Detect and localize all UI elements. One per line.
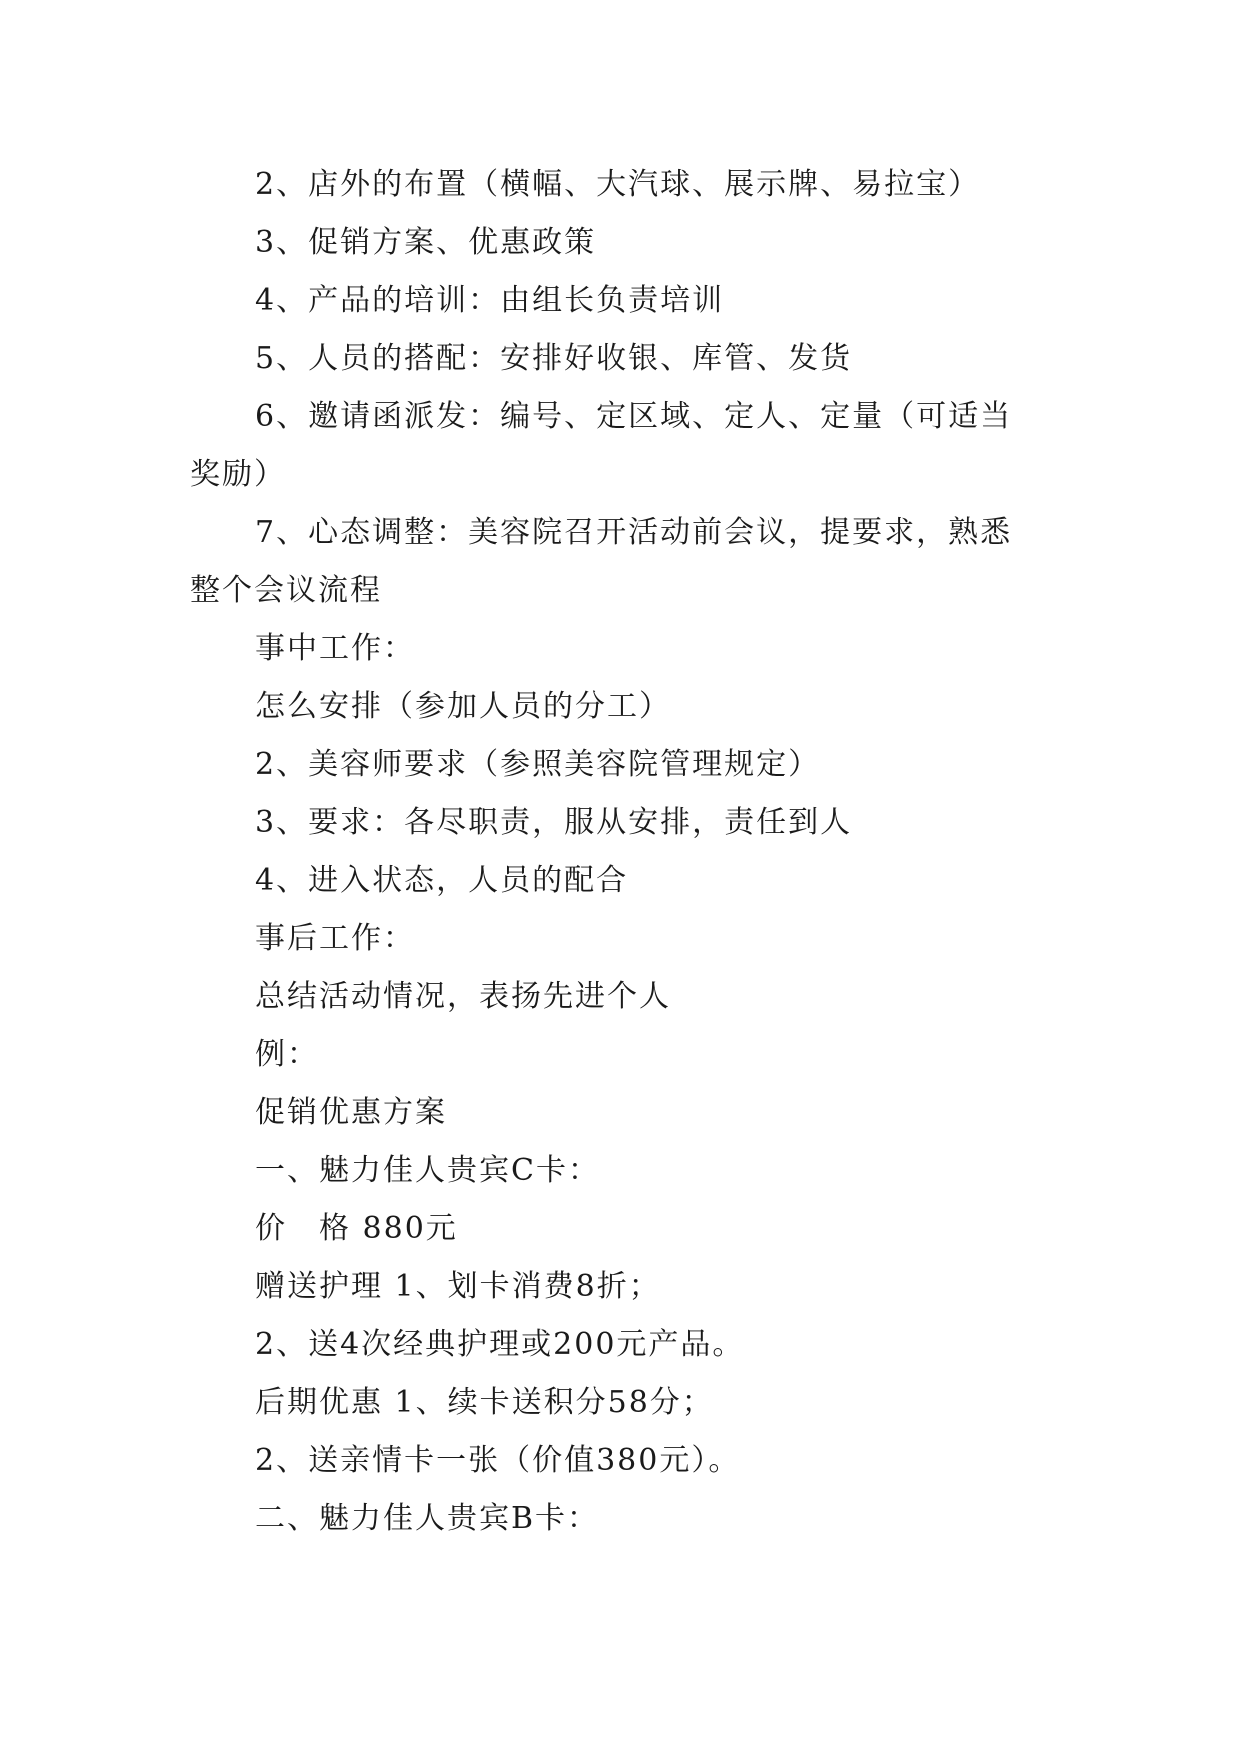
doc-line: 2、店外的布置（横幅、大汽球、展示牌、易拉宝） [255, 167, 981, 202]
doc-line: 价 格 880元 [255, 1211, 458, 1246]
section-heading: 事中工作： [255, 631, 415, 666]
doc-line: 2、送4次经典护理或200元产品。 [255, 1327, 745, 1362]
doc-line: 4、产品的培训：由组长负责培训 [255, 283, 725, 318]
doc-line: 3、促销方案、优惠政策 [255, 225, 597, 260]
doc-line: 例： [255, 1037, 319, 1072]
doc-line: 总结活动情况，表扬先进个人 [255, 979, 671, 1014]
doc-line: 赠送护理 1、划卡消费8折； [255, 1269, 661, 1304]
doc-line: 4、进入状态，人员的配合 [255, 863, 629, 898]
doc-line: 5、人员的搭配：安排好收银、库管、发货 [255, 341, 853, 376]
doc-line: 6、邀请函派发：编号、定区域、定人、定量（可适当 [255, 399, 1013, 434]
doc-line: 2、美容师要求（参照美容院管理规定） [255, 747, 821, 782]
doc-line: 2、送亲情卡一张（价值380元）。 [255, 1443, 741, 1478]
doc-line: 后期优惠 1、续卡送积分58分； [255, 1385, 714, 1420]
doc-line: 3、要求：各尽职责，服从安排，责任到人 [255, 805, 853, 840]
doc-line: 怎么安排（参加人员的分工） [255, 689, 671, 724]
doc-line: 二、魅力佳人贵宾B卡： [255, 1501, 600, 1536]
doc-line: 奖励） [190, 457, 286, 492]
section-heading: 促销优惠方案 [255, 1095, 447, 1130]
section-heading: 事后工作： [255, 921, 415, 956]
doc-line: 7、心态调整：美容院召开活动前会议，提要求，熟悉 [255, 515, 1013, 550]
doc-line: 整个会议流程 [190, 573, 382, 608]
doc-line: 一、魅力佳人贵宾C卡： [255, 1153, 600, 1188]
